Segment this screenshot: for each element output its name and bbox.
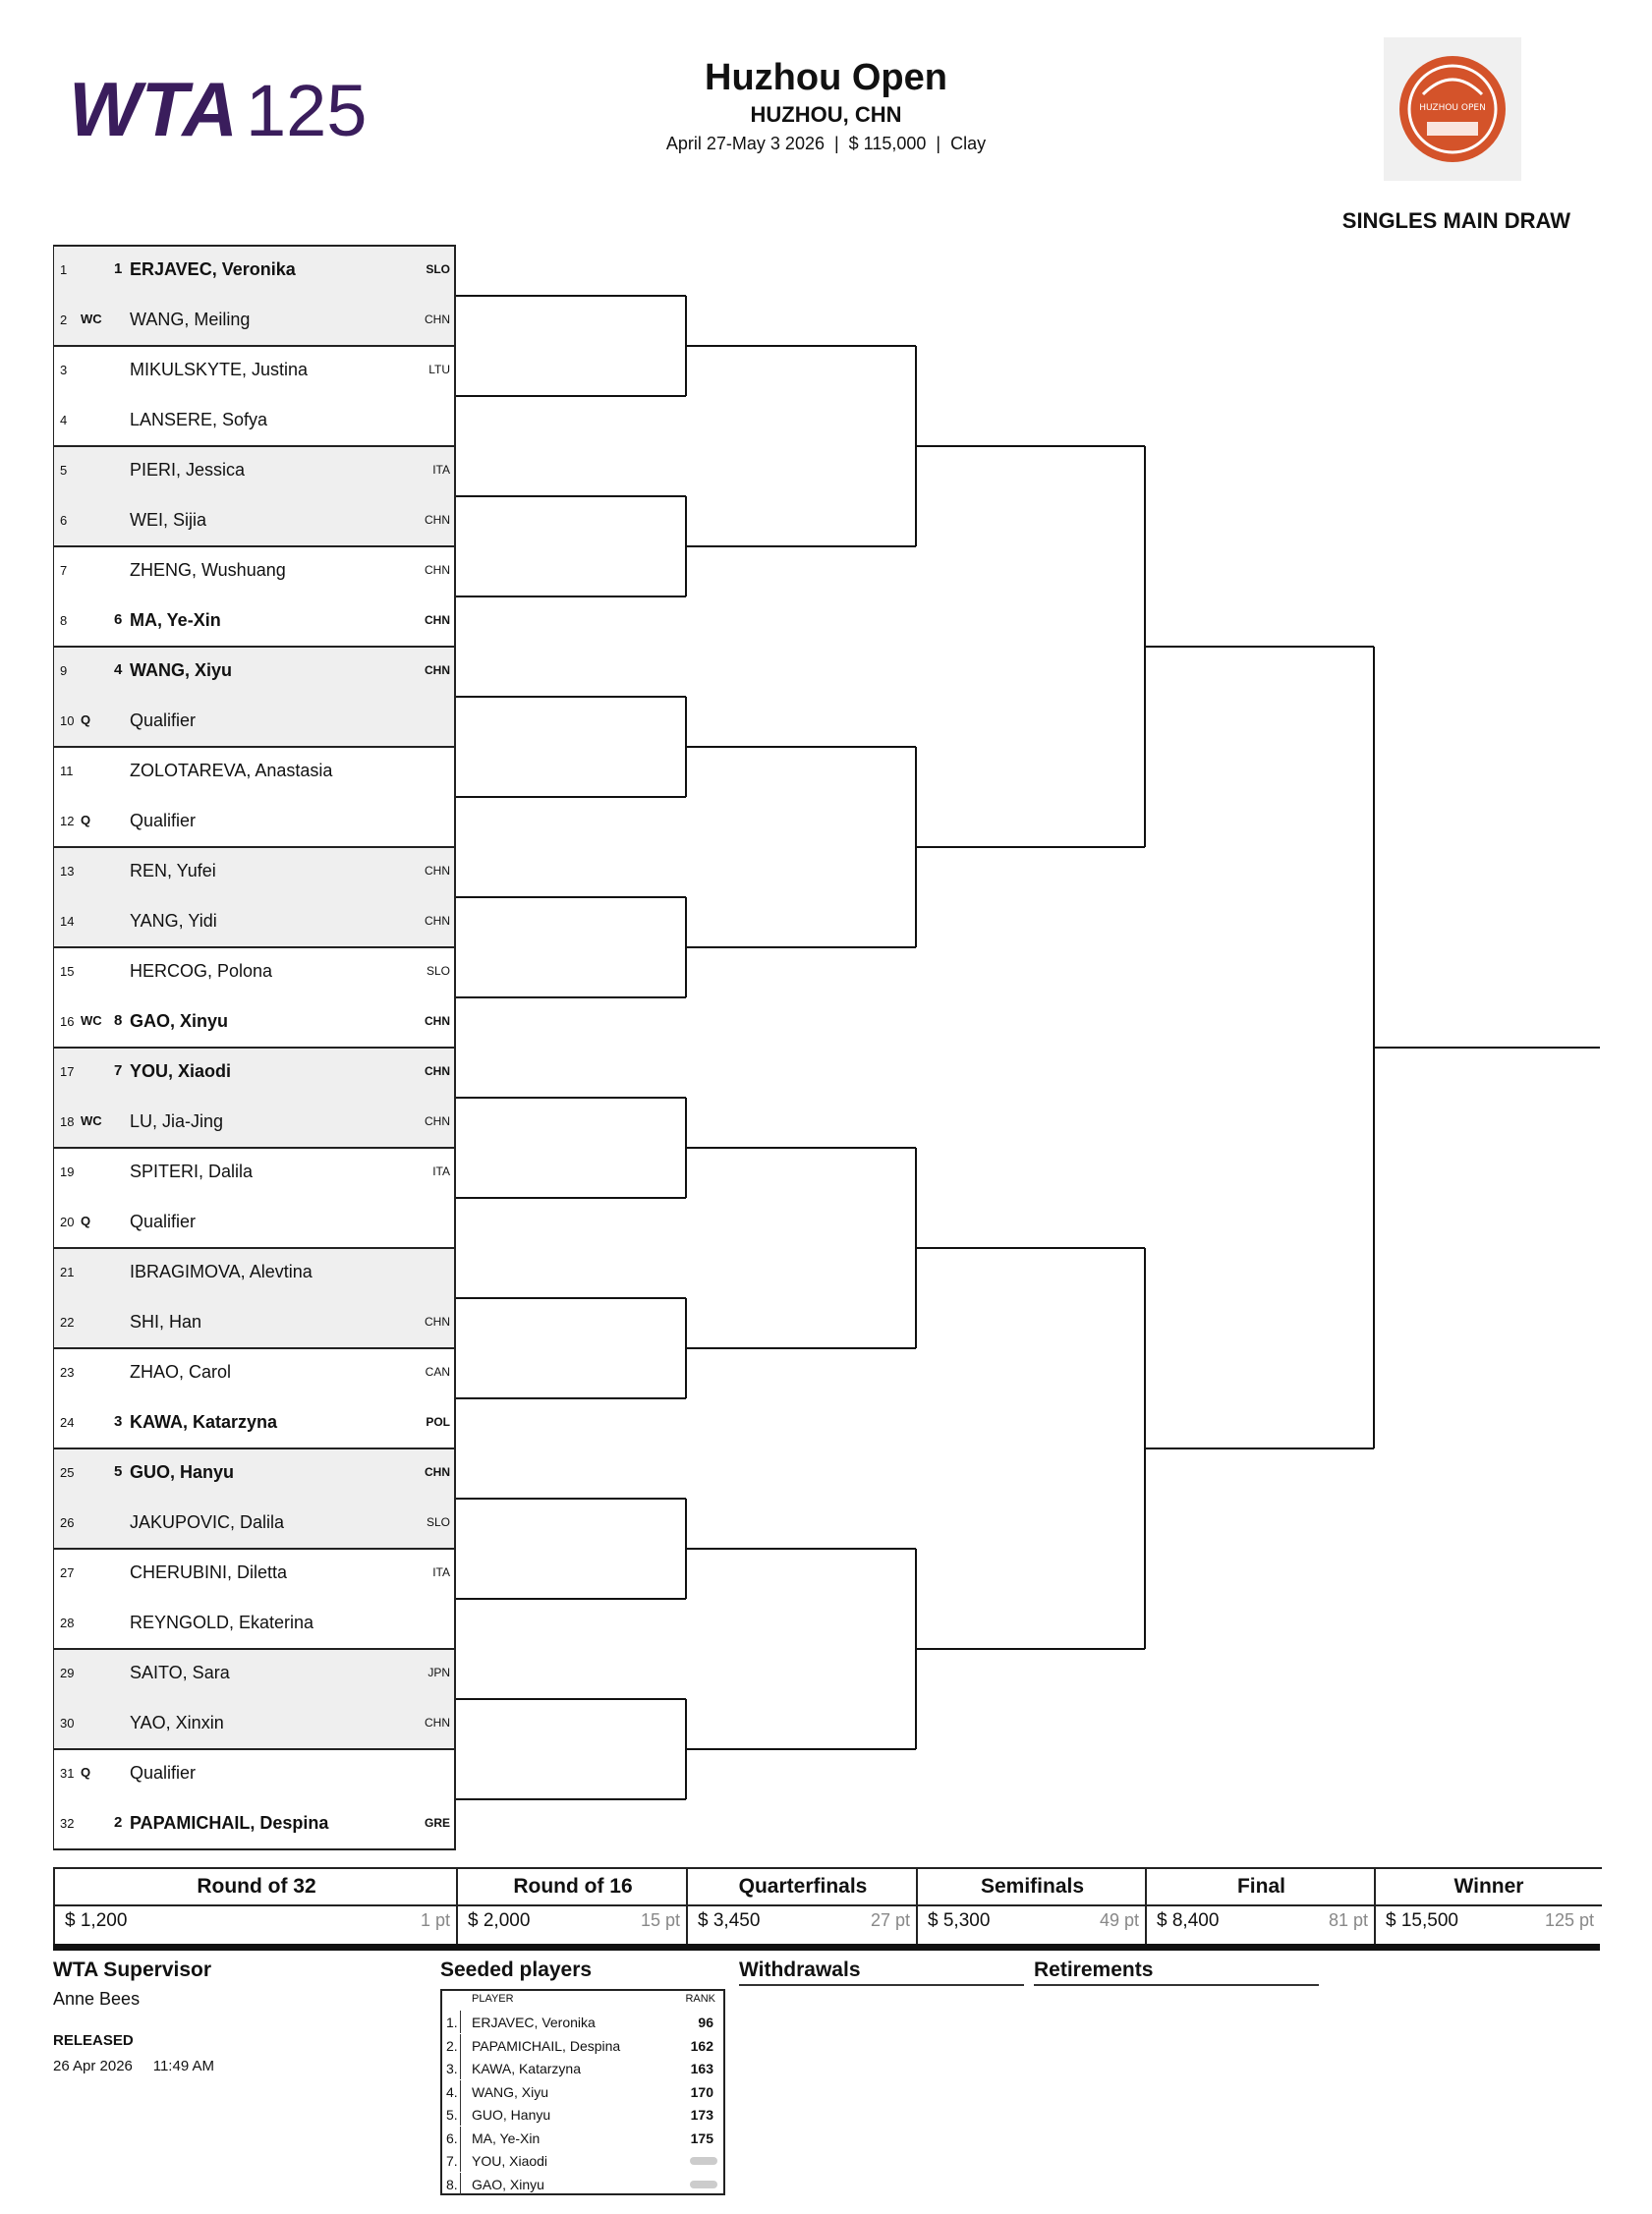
- round-prize-money: $ 2,000: [468, 1910, 531, 1931]
- entry-number: 31: [60, 1766, 75, 1781]
- player-country: CHN: [425, 914, 450, 928]
- seed-rank: 163: [690, 2061, 713, 2076]
- seed-number: 6.: [446, 2129, 458, 2146]
- brand-number: 125: [246, 70, 368, 151]
- player-country: CHN: [425, 1465, 450, 1479]
- seed-divider: [460, 2057, 461, 2079]
- round-divider: [1147, 1904, 1376, 1906]
- seed-divider: [460, 2011, 461, 2033]
- player-country: LTU: [428, 363, 450, 376]
- round-prize-money: $ 3,450: [698, 1910, 761, 1931]
- seed-divider: [460, 2103, 461, 2126]
- entry-seed: 2: [114, 1814, 123, 1831]
- round-prize-cell: [1145, 1867, 1376, 1944]
- retirements-title: Retirements: [1034, 1959, 1319, 1986]
- player-country: POL: [426, 1415, 450, 1429]
- player-country: SLO: [426, 1515, 450, 1529]
- round-name: Round of 32: [197, 1875, 316, 1898]
- player-country: CHN: [425, 1014, 450, 1028]
- round-prize-money: $ 15,500: [1386, 1910, 1458, 1931]
- player-country: CHN: [425, 513, 450, 527]
- seed-rank: 162: [690, 2037, 713, 2054]
- player-name: GUO, Hanyu: [130, 1462, 235, 1482]
- round-name: Quarterfinals: [738, 1875, 868, 1898]
- player-name: CHERUBINI, Diletta: [130, 1562, 288, 1582]
- entry-status: Q: [81, 1214, 91, 1228]
- seed-number: 1.: [446, 2015, 458, 2030]
- player-country: CHN: [425, 1114, 450, 1128]
- entry-number: 8: [60, 613, 68, 628]
- player-name: ZHAO, Carol: [130, 1362, 232, 1382]
- seed-player-name: GAO, Xinyu: [472, 2176, 544, 2192]
- seed-number: 3.: [446, 2061, 458, 2076]
- withdrawals-title: Withdrawals: [739, 1959, 1024, 1986]
- player-name: Qualifier: [130, 710, 197, 730]
- player-name: SPITERI, Dalila: [130, 1162, 254, 1181]
- seed-player-name: WANG, Xiyu: [472, 2083, 549, 2100]
- player-country: CAN: [425, 1365, 450, 1379]
- player-country: SLO: [426, 262, 450, 276]
- player-country: CHN: [425, 613, 450, 627]
- seed-row: [442, 2034, 723, 2057]
- draw-label: SINGLES MAIN DRAW: [1341, 208, 1570, 233]
- player-name: LU, Jia-Jing: [130, 1111, 224, 1131]
- seed-rank: 96: [698, 2015, 713, 2030]
- player-country: CHN: [425, 663, 450, 677]
- round-points: 81 pt: [1328, 1910, 1368, 1930]
- entry-number: 26: [60, 1515, 75, 1530]
- player-name: KAWA, Katarzyna: [130, 1412, 278, 1432]
- player-country: ITA: [432, 463, 450, 477]
- player-name: LANSERE, Sofya: [130, 410, 268, 429]
- player-name: MA, Ye-Xin: [130, 610, 221, 630]
- seed-rank: 170: [690, 2083, 713, 2100]
- seed-player-name: MA, Ye-Xin: [472, 2129, 541, 2146]
- round-prize-cell: [686, 1867, 918, 1944]
- entry-seed: 1: [114, 260, 123, 277]
- player-country: SLO: [426, 964, 450, 978]
- entry-number: 32: [60, 1816, 75, 1831]
- seed-row: [442, 2057, 723, 2079]
- player-country: CHN: [425, 1064, 450, 1078]
- seed-number: 7.: [446, 2153, 458, 2169]
- entry-number: 1: [60, 262, 68, 277]
- entry-status: WC: [81, 312, 102, 326]
- player-name: REN, Yufei: [130, 861, 216, 880]
- entry-status: WC: [81, 1113, 102, 1128]
- player-name: ZHENG, Wushuang: [130, 560, 286, 580]
- player-name: WANG, Meiling: [130, 310, 251, 329]
- player-name: WEI, Sijia: [130, 510, 207, 530]
- player-name: ZOLOTAREVA, Anastasia: [130, 761, 333, 780]
- round-divider: [1376, 1904, 1602, 1906]
- round-divider: [918, 1904, 1147, 1906]
- player-name: GAO, Xinyu: [130, 1011, 229, 1031]
- round-prize-cell: [916, 1867, 1147, 1944]
- player-name: IBRAGIMOVA, Alevtina: [130, 1262, 313, 1281]
- seed-divider: [460, 2149, 461, 2172]
- entry-number: 11: [60, 764, 74, 778]
- seed-divider: [460, 2080, 461, 2103]
- seed-number: 8.: [446, 2176, 458, 2192]
- seed-number: 5.: [446, 2107, 458, 2123]
- player-name: MIKULSKYTE, Justina: [130, 360, 309, 379]
- seed-divider: [460, 2034, 461, 2057]
- entry-number: 2: [60, 312, 68, 327]
- seed-player-name: KAWA, Katarzyna: [472, 2061, 582, 2076]
- round-prize-money: $ 5,300: [928, 1910, 991, 1931]
- round-points: 125 pt: [1544, 1910, 1594, 1930]
- player-name: Qualifier: [130, 811, 197, 830]
- entry-number: 23: [60, 1365, 75, 1380]
- player-country: CHN: [425, 864, 450, 878]
- brand-letters: WTA: [69, 66, 238, 152]
- obscured-rank: [690, 2157, 717, 2165]
- entry-seed: 8: [114, 1012, 123, 1029]
- seed-player-name: YOU, Xiaodi: [472, 2153, 548, 2169]
- tournament-location: HUZHOU, CHN: [750, 102, 902, 127]
- round-divider: [55, 1904, 458, 1906]
- entry-number: 22: [60, 1315, 75, 1330]
- emblem-text: HUZHOU OPEN: [1419, 103, 1486, 113]
- entry-number: 24: [60, 1415, 75, 1430]
- player-country: CHN: [425, 1716, 450, 1730]
- round-divider: [458, 1904, 688, 1906]
- entry-number: 20: [60, 1215, 75, 1229]
- round-points: 27 pt: [870, 1910, 910, 1930]
- entry-number: 17: [60, 1064, 75, 1079]
- entry-number: 3: [60, 363, 68, 377]
- seed-header-player: PLAYER: [472, 1993, 514, 2005]
- entry-number: 12: [60, 814, 75, 828]
- seed-row: [442, 2103, 723, 2126]
- round-name: Final: [1236, 1875, 1285, 1898]
- released-label: RELEASED: [53, 2032, 134, 2049]
- round-name: Round of 16: [513, 1875, 633, 1898]
- entry-number: 28: [60, 1616, 75, 1630]
- seed-rank: 175: [690, 2129, 713, 2146]
- entry-status: Q: [81, 1765, 91, 1780]
- seed-row: [442, 2080, 723, 2103]
- divider: [53, 1944, 1600, 1951]
- entry-number: 15: [60, 964, 75, 979]
- round-points: 49 pt: [1099, 1910, 1139, 1930]
- entry-seed: 4: [114, 661, 123, 678]
- seed-row: [442, 2149, 723, 2172]
- player-name: YAO, Xinxin: [130, 1713, 224, 1732]
- seed-player-name: GUO, Hanyu: [472, 2107, 551, 2123]
- seed-player-name: ERJAVEC, Veronika: [472, 2015, 596, 2030]
- entry-number: 5: [60, 463, 68, 478]
- entry-number: 27: [60, 1565, 75, 1580]
- round-prize-money: $ 8,400: [1157, 1910, 1220, 1931]
- seed-player-name: PAPAMICHAIL, Despina: [472, 2037, 621, 2054]
- player-name: HERCOG, Polona: [130, 961, 273, 981]
- seed-row: [442, 2127, 723, 2149]
- supervisor-name: Anne Bees: [53, 1989, 141, 2009]
- released-date: 26 Apr 2026 11:49 AM: [53, 2058, 215, 2074]
- player-name: SAITO, Sara: [130, 1663, 230, 1682]
- player-name: REYNGOLD, Ekaterina: [130, 1613, 314, 1632]
- round-prize-cell: [456, 1867, 688, 1944]
- entry-number: 19: [60, 1164, 75, 1179]
- round-prize-cell: [53, 1867, 458, 1944]
- entry-number: 30: [60, 1716, 75, 1731]
- player-country: JPN: [427, 1666, 450, 1679]
- entry-number: 16: [60, 1014, 75, 1029]
- player-country: CHN: [425, 312, 450, 326]
- player-country: ITA: [432, 1164, 450, 1178]
- entry-number: 6: [60, 513, 68, 528]
- player-name: PAPAMICHAIL, Despina: [130, 1813, 329, 1833]
- entry-number: 10: [60, 713, 75, 728]
- player-name: PIERI, Jessica: [130, 460, 246, 480]
- seed-row: [442, 2011, 723, 2033]
- entry-status: Q: [81, 712, 91, 727]
- player-name: Qualifier: [130, 1212, 197, 1231]
- player-name: SHI, Han: [130, 1312, 202, 1332]
- seed-number: 2.: [446, 2037, 458, 2054]
- player-country: ITA: [432, 1565, 450, 1579]
- player-name: ERJAVEC, Veronika: [130, 259, 296, 279]
- seed-number: 4.: [446, 2083, 458, 2100]
- round-name: Semifinals: [980, 1875, 1085, 1898]
- seed-divider: [460, 2173, 461, 2195]
- entry-number: 21: [60, 1265, 75, 1279]
- player-name: Qualifier: [130, 1763, 197, 1783]
- entry-seed: 7: [114, 1062, 123, 1079]
- entry-number: 14: [60, 914, 75, 929]
- player-name: JAKUPOVIC, Dalila: [130, 1512, 285, 1532]
- entry-number: 9: [60, 663, 68, 678]
- player-name: WANG, Xiyu: [130, 660, 233, 680]
- entry-number: 13: [60, 864, 75, 879]
- seeded-players-table: [440, 1989, 725, 2195]
- player-name: YOU, Xiaodi: [130, 1061, 232, 1081]
- round-points: 15 pt: [640, 1910, 680, 1930]
- entry-seed: 6: [114, 611, 123, 628]
- seed-header-rank: RANK: [685, 1993, 715, 2005]
- entry-status: Q: [81, 813, 91, 827]
- player-country: GRE: [424, 1816, 450, 1830]
- round-divider: [688, 1904, 918, 1906]
- tournament-title: Huzhou Open: [705, 57, 947, 98]
- entry-number: 4: [60, 413, 68, 427]
- entry-seed: 3: [114, 1413, 123, 1430]
- round-prize-money: $ 1,200: [65, 1910, 128, 1931]
- round-prize-cell: [1374, 1867, 1602, 1944]
- entry-number: 25: [60, 1465, 75, 1480]
- entry-status: WC: [81, 1013, 102, 1028]
- round-points: 1 pt: [420, 1910, 450, 1930]
- seed-row: [442, 2173, 723, 2195]
- supervisor-title: WTA Supervisor: [53, 1959, 212, 1981]
- prize-money-table: [53, 1867, 1600, 1946]
- entry-seed: 5: [114, 1463, 123, 1480]
- entry-number: 29: [60, 1666, 75, 1680]
- seed-rank: 173: [690, 2107, 713, 2123]
- player-country: CHN: [425, 563, 450, 577]
- player-name: YANG, Yidi: [130, 911, 217, 931]
- entry-number: 7: [60, 563, 68, 578]
- entry-number: 18: [60, 1114, 75, 1129]
- tournament-info: April 27-May 3 2026 | $ 115,000 | Clay: [665, 134, 987, 153]
- seeded-players-title: Seeded players: [440, 1959, 593, 1981]
- seed-divider: [460, 2127, 461, 2149]
- player-country: CHN: [425, 1315, 450, 1329]
- round-name: Winner: [1453, 1875, 1524, 1898]
- obscured-rank: [690, 2181, 717, 2188]
